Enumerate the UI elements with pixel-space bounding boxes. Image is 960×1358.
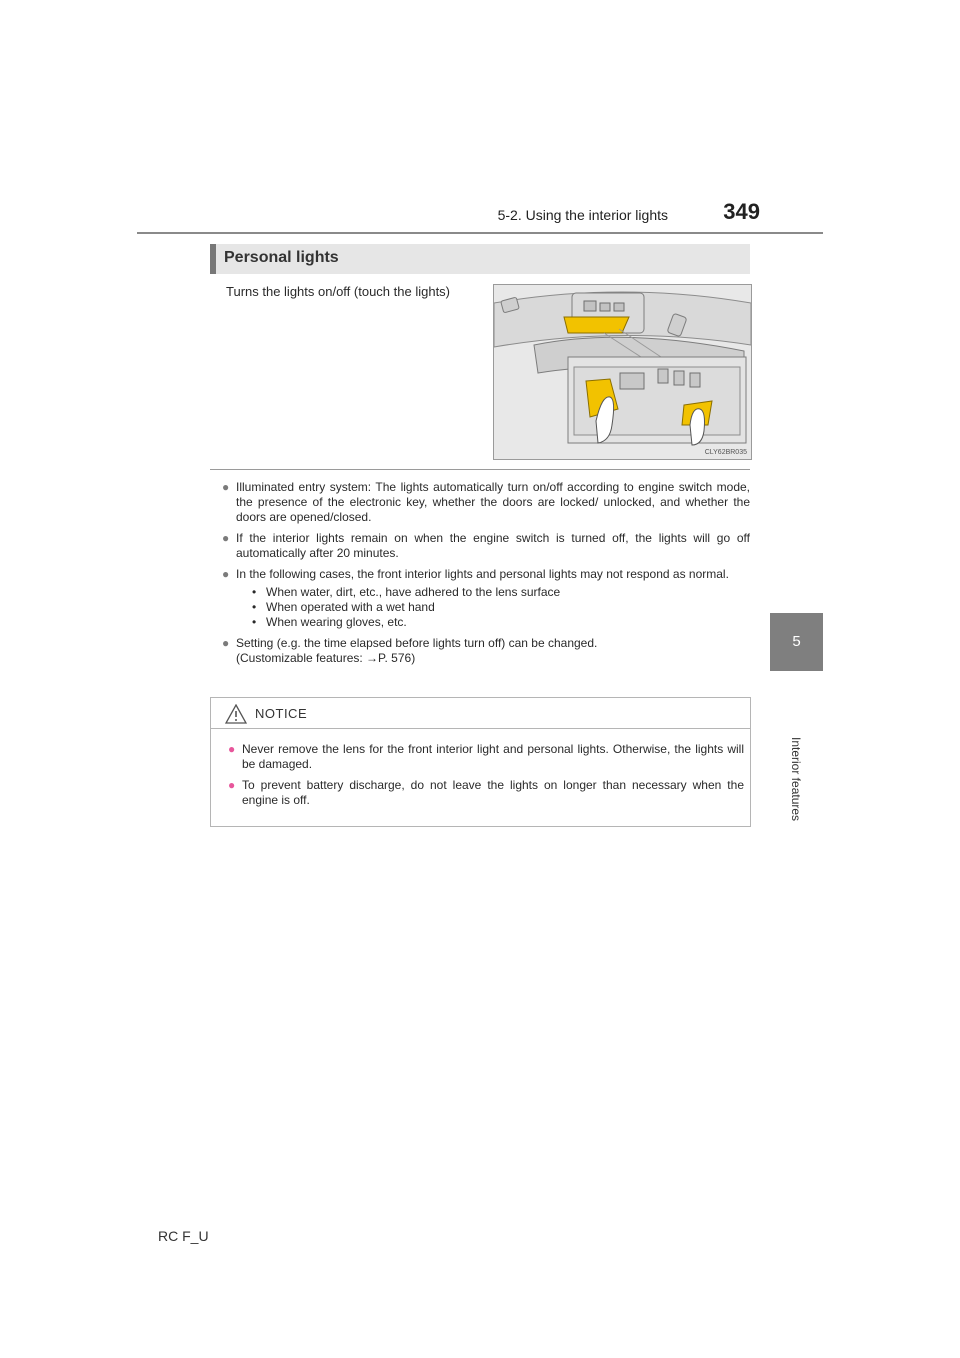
- bullet-icon: ●: [222, 567, 230, 581]
- section-divider: [210, 469, 750, 470]
- notice-bullet-icon: ●: [228, 778, 236, 792]
- sub-bullet-icon: •: [252, 585, 257, 599]
- chapter-title: Interior features: [789, 737, 803, 822]
- section-title-accent: [210, 244, 216, 274]
- sub-item: [252, 600, 750, 615]
- notes-list: [222, 480, 750, 672]
- warning-triangle-icon: [225, 704, 247, 724]
- header-rule: [137, 232, 823, 234]
- notice-item: [228, 742, 744, 772]
- note-text: If the interior lights remain on when the engine switch is turned off, the lights will go off automatically after 20 minutes.: [236, 531, 750, 560]
- sub-list: [252, 585, 750, 630]
- notice-bullet-icon: ●: [228, 742, 236, 756]
- sub-item: [252, 615, 750, 630]
- page-number: 349: [723, 199, 760, 224]
- bullet-icon: ●: [222, 480, 230, 494]
- notice-text: To prevent battery discharge, do not leave the lights on longer than necessary when the engine is off.: [242, 778, 744, 807]
- sub-bullet-icon: •: [252, 615, 257, 629]
- note-item: [222, 636, 750, 666]
- chapter-number: 5: [792, 633, 801, 650]
- sub-bullet-icon: •: [252, 600, 257, 614]
- section-description: Turns the lights on/off (touch the lights): [226, 284, 451, 299]
- notice-title: NOTICE: [255, 706, 308, 721]
- sub-item-text: When wearing gloves, etc.: [266, 615, 407, 629]
- note-text: Setting (e.g. the time elapsed before lights turn off) can be changed.: [236, 636, 598, 650]
- sub-item-text: When water, dirt, etc., have adhered to the lens surface: [266, 585, 561, 599]
- section-heading: 5-2. Using the interior lights: [497, 207, 668, 223]
- note-item: [222, 567, 750, 630]
- note-item: [222, 480, 750, 525]
- section-title: Personal lights: [224, 249, 339, 266]
- notice-text: Never remove the lens for the front interior light and personal lights. Otherwise, the lights will be damaged.: [242, 742, 744, 771]
- note-reference: (Customizable features: →P. 576): [236, 651, 416, 665]
- notice-item: [228, 778, 744, 808]
- notice-list: [228, 742, 744, 814]
- figure-label: CLY62BR035: [704, 449, 747, 456]
- note-text: In the following cases, the front interior lights and personal lights may not respond as normal.: [236, 567, 729, 581]
- bullet-icon: ●: [222, 531, 230, 545]
- note-text: Illuminated entry system: The lights automatically turn on/off according to engine switch mode, the presence of the electronic key, whether the doors are locked/ unlocked, and whether the doors are opened/closed.: [236, 480, 750, 524]
- footer-model-code: RC F_U: [158, 1228, 209, 1244]
- bullet-icon: ●: [222, 636, 230, 650]
- notice-box: [210, 697, 751, 827]
- sub-item: [252, 585, 750, 600]
- note-item: [222, 531, 750, 561]
- sub-item-text: When operated with a wet hand: [266, 600, 435, 614]
- notice-header: [211, 698, 750, 729]
- overhead-console-drawing: [494, 285, 751, 459]
- personal-lights-illustration: [493, 284, 752, 460]
